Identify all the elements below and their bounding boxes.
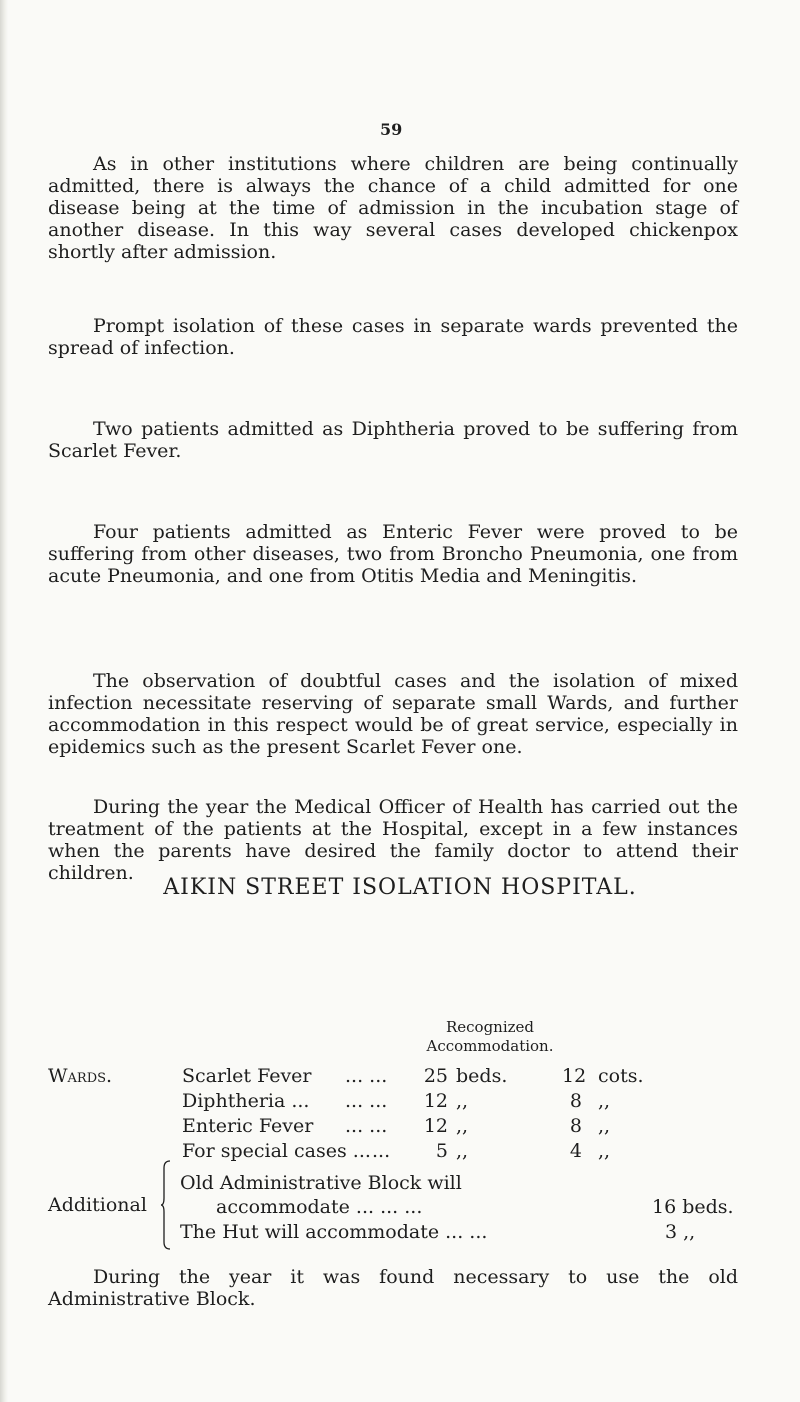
ward-name: For special cases ... bbox=[182, 1140, 371, 1162]
ward-beds-unit: ,, bbox=[456, 1115, 469, 1137]
ward-cots: 12 bbox=[562, 1065, 587, 1087]
ward-cots: 8 bbox=[569, 1115, 582, 1137]
ward-beds: 12 bbox=[423, 1115, 448, 1137]
additional-old-block-line1: Old Administrative Block will bbox=[180, 1172, 462, 1194]
curly-brace-icon bbox=[161, 1160, 171, 1250]
ward-row bbox=[0, 1090, 800, 1116]
ward-beds-unit: beds. bbox=[456, 1065, 508, 1087]
ward-name: Enteric Fever bbox=[182, 1115, 314, 1137]
paragraph-administrative-block: During the year it was found necessary to use the old Administrative Block. bbox=[48, 1266, 738, 1310]
ward-leader-dots: ... ... bbox=[345, 1115, 388, 1137]
paragraph-isolation: Prompt isolation of these cases in separate wards prevented the spread of infection. bbox=[48, 315, 738, 359]
ward-beds: 12 bbox=[423, 1090, 448, 1112]
ward-row bbox=[0, 1115, 800, 1141]
ward-cots: 8 bbox=[569, 1090, 582, 1112]
ward-leader-dots: ... bbox=[372, 1140, 391, 1162]
accommodation-header-line2: Accommodation. bbox=[426, 1037, 554, 1055]
paragraph-diphtheria: Two patients admitted as Diphtheria proved to be suffering from Scarlet Fever. bbox=[48, 418, 738, 462]
ward-cots-unit: ,, bbox=[598, 1090, 611, 1112]
accommodation-header-line1: Recognized bbox=[445, 1018, 535, 1036]
hospital-heading: AIKIN STREET ISOLATION HOSPITAL. bbox=[163, 875, 637, 900]
ward-leader-dots: ... ... bbox=[345, 1090, 388, 1112]
page-binding-edge bbox=[0, 0, 8, 1402]
ward-name: Diphtheria ... bbox=[182, 1090, 310, 1112]
page-number: 59 bbox=[380, 120, 403, 139]
ward-row bbox=[0, 1140, 800, 1166]
accommodation-header bbox=[395, 1018, 585, 1056]
paragraph-medical-officer: During the year the Medical Officer of Health has carried out the treatment of the patients at the Hospital, except in a few instances when the parents have desired the family doctor to attend their children. bbox=[48, 796, 738, 884]
paragraph-chickenpox: As in other institutions where children are being continually admitted, there is always the chance of a child admitted for one disease being at the time of admission in the incubation stage of another disease. In this way several cases developed chickenpox shortly after admission. bbox=[48, 153, 738, 263]
ward-cots: 4 bbox=[569, 1140, 582, 1162]
ward-beds-unit: ,, bbox=[456, 1140, 469, 1162]
ward-name: Scarlet Fever bbox=[182, 1065, 312, 1087]
ward-cots-unit: ,, bbox=[598, 1140, 611, 1162]
ward-row bbox=[0, 1065, 800, 1091]
paragraph-observation: The observation of doubtful cases and the isolation of mixed infection necessitate reserving of separate small Wards, and further accommodation in this respect would be of great service, especially in epidemics such as the present Scarlet Fever one. bbox=[48, 670, 738, 758]
additional-old-block-value: 16 beds. bbox=[652, 1196, 734, 1218]
ward-cots-unit: cots. bbox=[598, 1065, 644, 1087]
ward-leader-dots: ... ... bbox=[345, 1065, 388, 1087]
additional-label: Additional bbox=[48, 1194, 147, 1216]
wards-label: Wards. bbox=[48, 1065, 113, 1087]
ward-beds: 25 bbox=[423, 1065, 448, 1087]
ward-beds-unit: ,, bbox=[456, 1090, 469, 1112]
additional-hut-value: 3 ,, bbox=[665, 1221, 696, 1243]
additional-old-block-line2: accommodate ... ... ... bbox=[216, 1196, 423, 1218]
ward-beds: 5 bbox=[435, 1140, 448, 1162]
paragraph-enteric-fever: Four patients admitted as Enteric Fever were proved to be suffering from other diseases, two from Broncho Pneumonia, one from acute Pneumonia, and one from Otitis Media and Meningitis. bbox=[48, 521, 738, 587]
additional-hut-line: The Hut will accommodate ... ... bbox=[180, 1221, 488, 1243]
ward-cots-unit: ,, bbox=[598, 1115, 611, 1137]
